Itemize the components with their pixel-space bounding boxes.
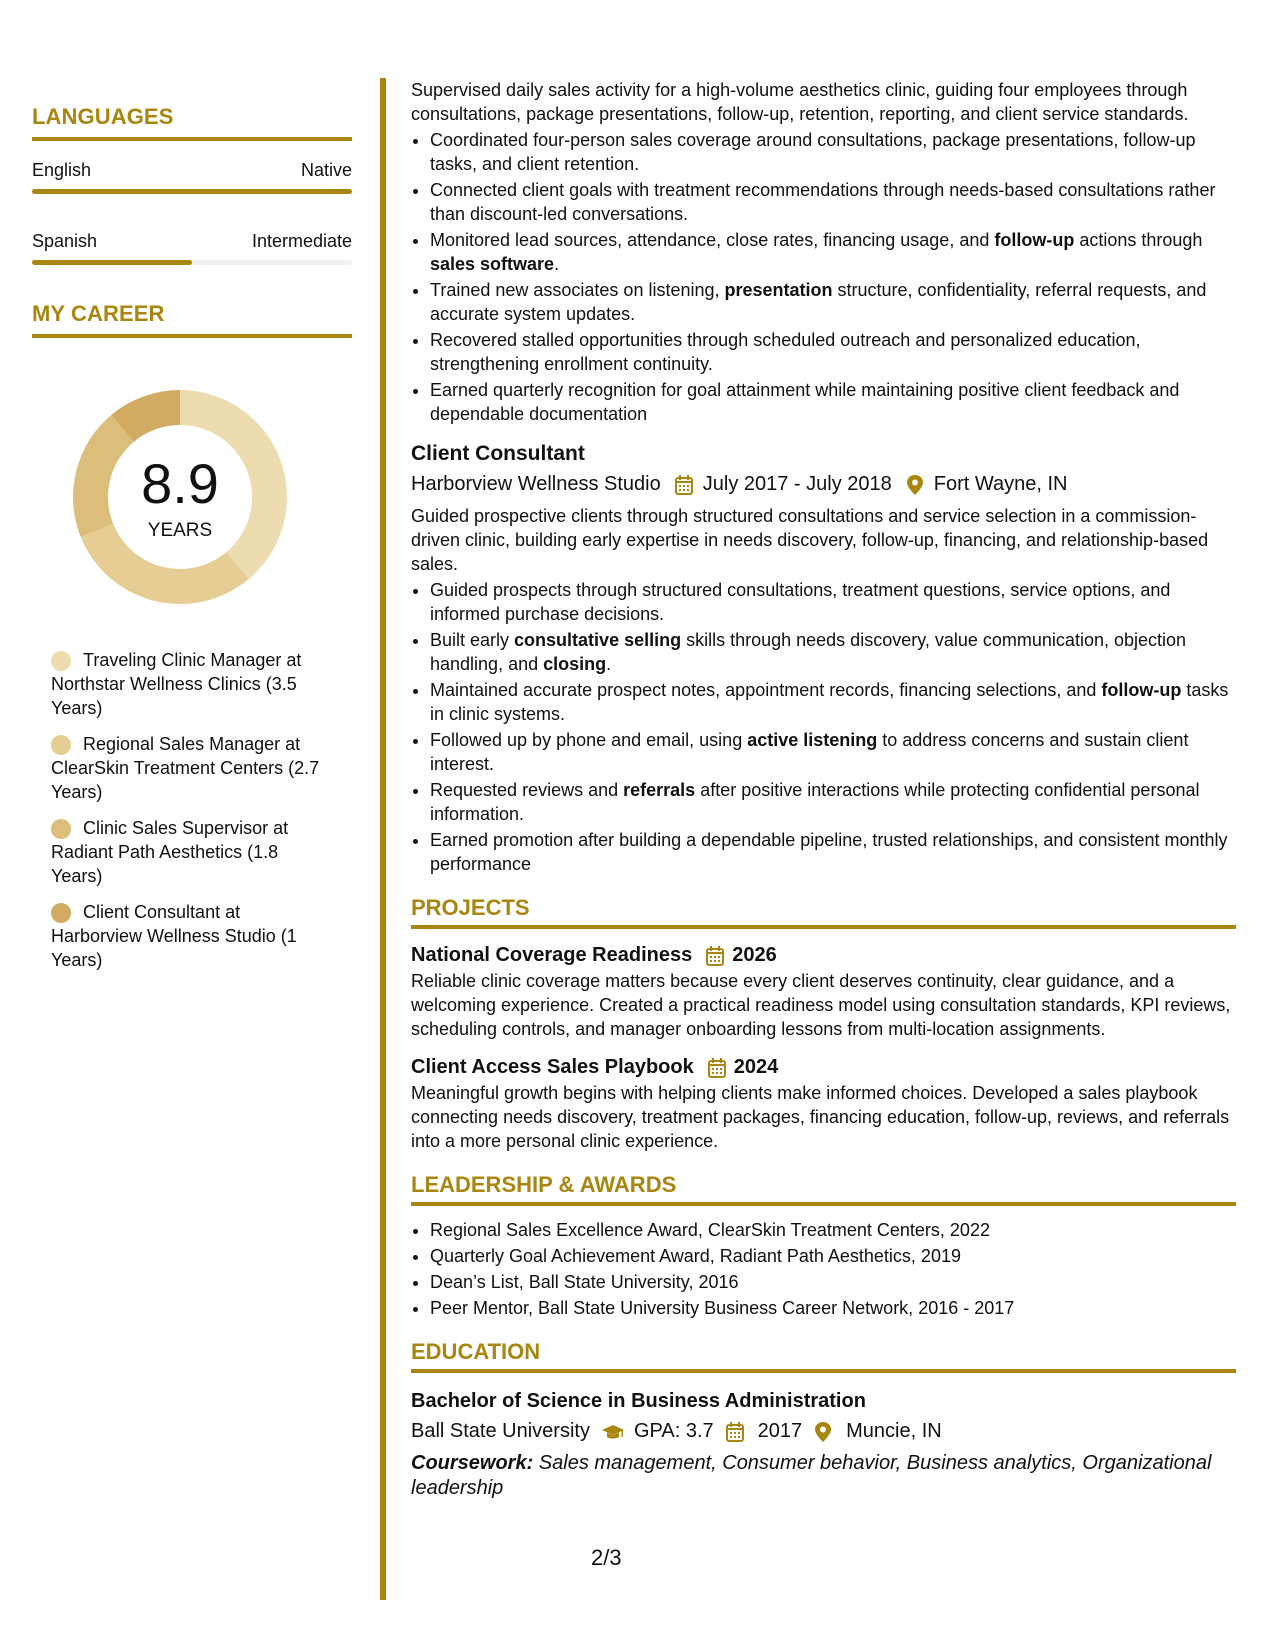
education-heading: EDUCATION [411, 1340, 1236, 1373]
bullet-text: skills through needs discovery, value communication, objection handling, and [430, 630, 1187, 674]
career-legend-item [51, 900, 321, 972]
bullet-text: structure, confidentiality, referral requests, and accurate system updates. [430, 280, 1207, 324]
bullet-text: . [554, 254, 560, 274]
bullet-item [430, 828, 1236, 876]
career-legend-item [51, 648, 321, 720]
coursework-list: Sales management, Consumer behavior, Business analytics, Organizational leadership [411, 1452, 1212, 1499]
location-pin-icon [906, 475, 924, 495]
legend-label: Client Consultant at Harborview Wellness Studio (1 Years) [51, 902, 297, 970]
language-level: Intermediate [251, 231, 352, 251]
calendar-icon [706, 946, 724, 966]
language-proficiency-fill [32, 260, 192, 265]
bullet-text: Trained new associates on listening, [430, 280, 725, 300]
languages-list [32, 159, 352, 265]
legend-dot-icon [51, 735, 71, 755]
languages-heading: LANGUAGES [32, 104, 352, 141]
legend-dot-icon [51, 651, 71, 671]
role-dates: July 2017 - July 2018 [702, 473, 892, 495]
role-location: Fort Wayne, IN [933, 473, 1068, 495]
project-name: Client Access Sales Playbook [411, 1056, 694, 1078]
bullet-item [430, 328, 1236, 376]
bullet-item [430, 228, 1236, 276]
graduation-year: 2017 [757, 1420, 803, 1442]
project-name: National Coverage Readiness [411, 944, 693, 966]
calendar-icon [708, 1058, 726, 1078]
bullet-item [430, 628, 1236, 676]
calendar-icon [675, 475, 693, 495]
project-description: Meaningful growth begins with helping clients make informed choices. Developed a sales playbook connecting needs discovery, treatment packages, financing education, follow-up, reviews, and referrals into a more personal clinic experience. [411, 1083, 1230, 1151]
career-legend [51, 648, 321, 972]
bullet-text: Connected client goals with treatment recommendations through needs-based consultations rather than discount-led conversations. [430, 180, 1216, 224]
coursework-label: Coursework: [411, 1452, 534, 1474]
bullet-text: Built early [430, 630, 515, 650]
bullet-text: Monitored lead sources, attendance, close rates, financing usage, and [430, 230, 995, 250]
legend-label: Clinic Sales Supervisor at Radiant Path Aesthetics (1.8 Years) [51, 818, 289, 886]
bullet-text: . [606, 654, 612, 674]
bold-keyword: active listening [747, 730, 878, 750]
language-item [32, 230, 352, 265]
bullet-item [430, 178, 1236, 226]
degree-title: Bachelor of Science in Business Administration [411, 1390, 866, 1412]
language-proficiency-bar [32, 189, 352, 194]
bullet-text: Recovered stalled opportunities through scheduled outreach and personalized education, strengthening enrollment continuity. [430, 330, 1141, 374]
language-name: English [32, 160, 92, 180]
project-item [411, 941, 1236, 1041]
bullet-text: after positive interactions while protecting confidential personal information. [430, 780, 1200, 824]
previous-role-intro: Supervised daily sales activity for a high-volume aesthetics clinic, guiding four employees through consultations, package presentations, follow-up, retention, reporting, and client service standards. [411, 80, 1189, 124]
project-year: 2024 [733, 1056, 779, 1078]
bold-keyword: sales software [430, 254, 555, 274]
bullet-text: Maintained accurate prospect notes, appointment records, financing selections, and [430, 680, 1102, 700]
role-title: Client Consultant [411, 442, 585, 465]
bold-keyword: consultative selling [514, 630, 682, 650]
awards-list [411, 1218, 1236, 1320]
bullet-text: Followed up by phone and email, using [430, 730, 748, 750]
column-divider [380, 78, 386, 1600]
projects-heading: PROJECTS [411, 896, 1236, 929]
gpa: GPA: 3.7 [633, 1420, 714, 1442]
project-year: 2026 [732, 944, 777, 966]
school-name: Ball State University [411, 1420, 590, 1442]
education-meta [411, 1417, 1236, 1445]
bullet-item [430, 778, 1236, 826]
legend-label: Regional Sales Manager at ClearSkin Treatment Centers (2.7 Years) [51, 734, 320, 802]
role-company: Harborview Wellness Studio [411, 473, 661, 495]
bold-keyword: closing [543, 654, 607, 674]
bold-keyword: referrals [623, 780, 696, 800]
calendar-icon [726, 1422, 748, 1442]
bullet-item [430, 728, 1236, 776]
role-bullets [411, 578, 1236, 876]
bullet-text: Earned quarterly recognition for goal attainment while maintaining positive client feedback and dependable documentation [430, 380, 1180, 424]
project-item [411, 1053, 1236, 1153]
bullet-item [430, 128, 1236, 176]
role-meta [411, 470, 1236, 498]
language-proficiency-fill [32, 189, 352, 194]
bullet-item [430, 678, 1236, 726]
main-content [411, 78, 1236, 1501]
award-item: • Dean’s List, Ball State University, 2016 [430, 1270, 1236, 1294]
bullet-text: Earned promotion after building a dependable pipeline, trusted relationships, and consistent monthly performance [430, 830, 1228, 874]
role-intro: Guided prospective clients through structured consultations and service selection in a commission-driven clinic, building early expertise in needs discovery, follow-up, financing, and relationship-based sales. [411, 506, 1209, 574]
bullet-text: tasks in clinic systems. [430, 680, 1229, 724]
legend-dot-icon [51, 903, 71, 923]
career-heading: MY CAREER [32, 301, 352, 338]
bullet-text: actions through [1074, 230, 1203, 250]
school-location: Muncie, IN [846, 1420, 942, 1442]
bullet-item [430, 378, 1236, 426]
page-number: 2/3 [591, 1545, 622, 1570]
awards-heading: LEADERSHIP & AWARDS [411, 1173, 1236, 1206]
bullet-text: Coordinated four-person sales coverage around consultations, package presentations, follow-up tasks, and client retention. [430, 130, 1196, 174]
project-description: Reliable clinic coverage matters because every client deserves continuity, clear guidance, and a welcoming experience. Created a practical readiness model using consultation standards, KPI reviews, scheduling controls, and manager onboarding lessons from multi-location assignments. [411, 971, 1231, 1039]
bullet-text: Requested reviews and [430, 780, 624, 800]
career-legend-item [51, 732, 321, 804]
donut-center [65, 382, 295, 612]
career-total-years: 8.9 [141, 452, 219, 515]
bold-keyword: presentation [724, 280, 833, 300]
location-pin-icon [814, 1422, 836, 1442]
previous-role-bullets [411, 128, 1236, 426]
bullet-text: Guided prospects through structured consultations, treatment questions, service options, and informed purchase decisions. [430, 580, 1171, 624]
legend-dot-icon [51, 819, 71, 839]
language-level: Native [300, 160, 352, 180]
award-item: • Quarterly Goal Achievement Award, Radiant Path Aesthetics, 2019 [430, 1244, 1236, 1268]
award-item: • Regional Sales Excellence Award, ClearSkin Treatment Centers, 2022 [430, 1218, 1236, 1242]
legend-label: Traveling Clinic Manager at Northstar Wellness Clinics (3.5 Years) [51, 650, 302, 718]
language-name: Spanish [32, 231, 98, 251]
award-item: • Peer Mentor, Ball State University Business Career Network, 2016 - 2017 [430, 1296, 1236, 1320]
career-years-label: YEARS [147, 520, 213, 541]
bold-keyword: follow-up [1101, 680, 1182, 700]
bullet-item [430, 278, 1236, 326]
graduation-cap-icon [602, 1422, 624, 1442]
career-donut-chart [65, 382, 295, 612]
career-legend-item [51, 816, 321, 888]
coursework [411, 1451, 1236, 1501]
bold-keyword: follow-up [994, 230, 1075, 250]
bullet-item [430, 578, 1236, 626]
bullet-text: to address concerns and sustain client interest. [430, 730, 1189, 774]
language-proficiency-bar [32, 260, 352, 265]
sidebar [32, 104, 352, 984]
language-item [32, 159, 352, 194]
